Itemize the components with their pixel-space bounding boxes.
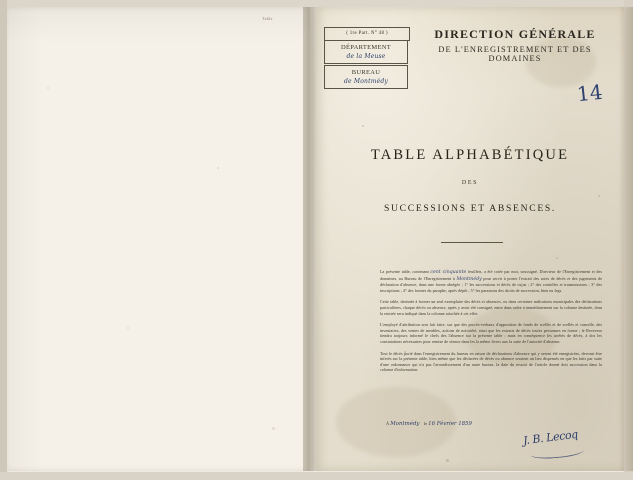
- sign-date-label: le: [423, 421, 428, 426]
- edge-note: Table: [262, 16, 273, 21]
- page-title: TABLE ALPHABÉTIQUE: [370, 147, 570, 163]
- paragraph-1: [380, 269, 602, 293]
- stamp-part-number: ( 1re Part. N° 48 ): [324, 27, 410, 41]
- paragraph-1-text-b: feuillets, a été cotée par moi, soussigné, Directeur de l'Enregistrement et des domaines, au Bureau de l'Enregistrement à: [380, 269, 602, 281]
- stamp-bureau-value: de Montmédy: [343, 78, 388, 85]
- folio-number: 14: [575, 79, 604, 107]
- paragraph-3: L'employé d'attribution sera fait faire, sur que des procès-verbaux d'apposition de fonds de scellés et de scellés et cancelle, des inventaires, des ventes de meubles, actions de notoriété, ainsi que les extraits de décès toutes personnes en forme ; le Receveur tiendra toujours informé le chefs des l'absence sur la présente table ; mais en conséquence les arrêtés de décès, à dos les constatations nécessaires pour remise de séance dans les la même livres aux la suite de l'autorité d'absence.: [380, 322, 602, 344]
- administration-heading: [412, 27, 618, 63]
- left-blank-page: [7, 7, 310, 471]
- sign-date-value: 16 Février 1859: [428, 421, 472, 427]
- signature: J. B. Lecoq: [522, 427, 579, 448]
- stamp-bureau-label: BUREAU: [351, 69, 381, 76]
- title-connector: DES: [461, 180, 479, 186]
- heading-line-1: DIRECTION GÉNÉRALE: [434, 27, 596, 41]
- sign-place-label: À: [386, 421, 390, 426]
- signature-flourish-icon: [530, 445, 585, 461]
- stamp-department: [324, 40, 408, 64]
- paragraph-2: Cette table, destinée à former un seul exemplaire des décès et absences, ou dans certaines indications municipales des déclarations particulières, chaque décès ou absence, après y avoir été consigné, entre dans ordre à immédiatement sur la colonne destinée, dont la rentrée sera indiqué dans la colonne attachée à cet effet.: [380, 299, 602, 316]
- scan-edge-top: [0, 0, 633, 7]
- paragraph-1-text-a: La présente table, contenant: [380, 269, 429, 274]
- stamp-department-label: DÉPARTEMENT: [341, 44, 391, 51]
- heading-line-2: DE L'ENREGISTREMENT ET DES DOMAINES: [438, 45, 592, 63]
- page-subtitle: SUCCESSIONS ET ABSENCES.: [383, 203, 557, 214]
- title-divider: [441, 242, 503, 243]
- paragraph-1-ink-a: cent cinquante: [430, 270, 467, 275]
- paragraph-1-text-c: pour servir à porter l'extrait des actes de décès et des jugements de déclaration d'absence, dans une forme abrégée ; 1° les successions et décès de cujus ; 2° des contrôles et transmissions ; 3° des inscriptions ; 4° des formes du paraphe, après dépôt ; 5° les paraisons des droits de succession, bien ou legs.: [380, 275, 603, 293]
- scan-edge-left: [0, 0, 7, 480]
- title-page: [316, 7, 624, 471]
- paragraph-4: Tout le décès porté dans l'enregistrement du bureau en raison de déclarations d'absence qui y seront été enregistrées, devront être inferés sur la présente table, bien même que les déclarées de décès ou absence seraient un lieu dispensés en que les faits par suite d'une ordonnance qui n'a pas l'arrondissement d'un autre bureau, la date du ressort de l'article donné doit succession dans la colonne d'information.: [380, 350, 602, 373]
- stamp-department-value: de la Meuse: [346, 53, 386, 60]
- stamp-bureau: [324, 65, 408, 89]
- paragraph-1-ink-b: Montmédy: [456, 276, 482, 282]
- sign-place-value: Montmédy: [390, 421, 420, 427]
- signature-line: [386, 421, 601, 427]
- body-text: [380, 269, 602, 379]
- scan-edge-bottom: [0, 472, 633, 480]
- page-wear-right: [619, 7, 633, 471]
